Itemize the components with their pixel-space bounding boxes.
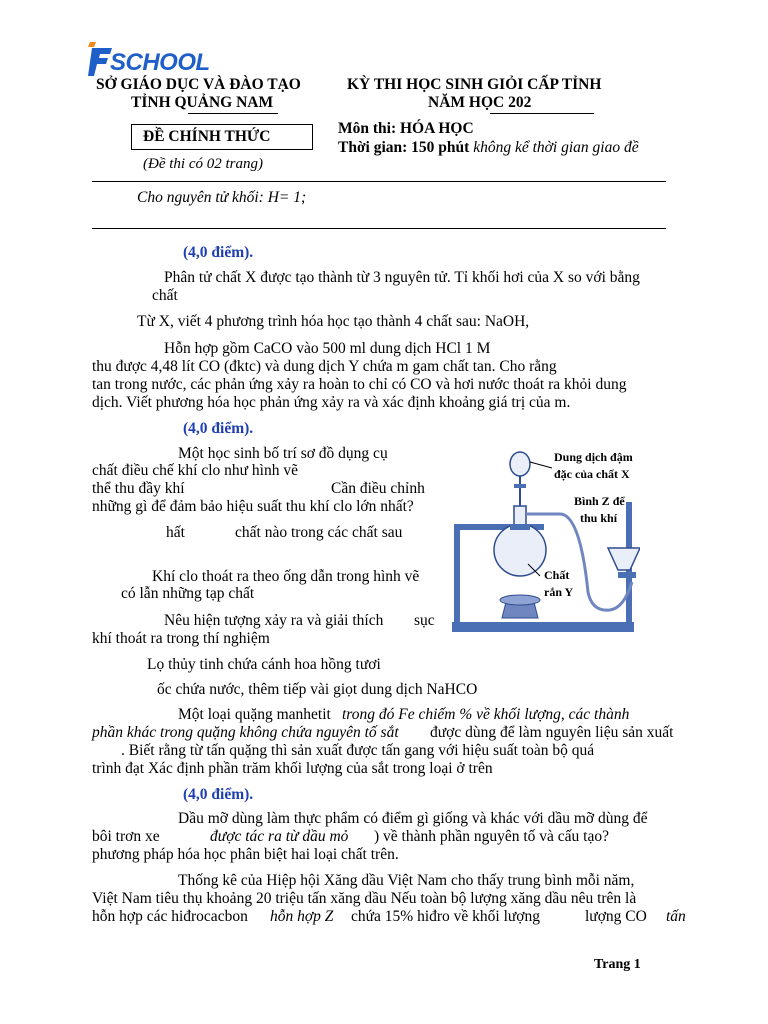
left-stand-rod bbox=[454, 526, 460, 624]
atomic-mass-line: Cho nguyên tử khối: H= 1; bbox=[137, 189, 307, 206]
exam-name: KỲ THI HỌC SINH GIỎI CẤP TỈNH bbox=[347, 76, 602, 93]
arrow-to-funnel bbox=[530, 462, 552, 468]
s2-q3-line1: Khí clo thoát ra theo ống dẫn trong hình vẽ bbox=[152, 568, 420, 585]
burner-flame-area bbox=[500, 595, 540, 605]
province-name: TỈNH QUẢNG NAM bbox=[131, 94, 274, 111]
s3-p2-line3c: chứa 15% hiđro về khối lượng bbox=[351, 908, 541, 925]
s1-paragraph1-line2: chất bbox=[152, 287, 178, 304]
s3-p2-line3e: tấn bbox=[666, 908, 686, 925]
section1-points: (4,0 điểm). bbox=[183, 244, 254, 261]
fschool-logo bbox=[88, 42, 220, 78]
s2-q7-line1b: trong đó Fe chiếm % về khối lượng, các thành bbox=[342, 706, 630, 723]
time-note: không kể thời gian giao đề bbox=[473, 139, 639, 156]
funnel-stopcock bbox=[514, 484, 526, 488]
s3-p1-line3: phương pháp hóa học phân biệt hai loại chất trên. bbox=[92, 846, 399, 863]
right-clamp bbox=[618, 572, 636, 578]
s3-p1-line1: Dầu mỡ dùng làm thực phẩm có điểm gì giống và khác với dầu mỡ dùng để bbox=[178, 810, 648, 827]
s3-p2-line3a: hỗn hợp các hiđrocacbon bbox=[92, 908, 248, 925]
s3-p2-line3b: hỗn hợp Z bbox=[270, 908, 334, 925]
s2-q2-a: hất bbox=[166, 524, 185, 541]
s2-q1-line4: những gì để đảm bảo hiệu suất thu khí clo lớn nhất? bbox=[92, 498, 414, 515]
atomic-mass-divider bbox=[92, 228, 666, 229]
s2-q7-line2b: được dùng để làm nguyên liệu sản xuất bbox=[430, 724, 674, 741]
s2-q3-line2: có lẫn những tạp chất bbox=[121, 585, 255, 602]
label-solid-line2: rắn Y bbox=[544, 585, 574, 599]
s2-q7-line3: . Biết rằng từ tấn quặng thì sản xuất được tấn gang với hiệu suất toàn bộ quá bbox=[121, 742, 595, 759]
stand-base bbox=[452, 622, 634, 632]
label-solution-line1: Dung dịch đậm bbox=[554, 450, 633, 464]
s3-p1-line2c: ) về thành phần nguyên tố và cấu tạo? bbox=[374, 828, 609, 845]
time-line bbox=[338, 139, 639, 157]
subject-line: Môn thi: HÓA HỌC bbox=[338, 120, 474, 137]
s2-q7-line2a: phần khác trong quặng không chứa nguyên tố sắt bbox=[92, 724, 399, 741]
s2-q1-line3a: thể thu đầy khí bbox=[92, 480, 185, 497]
label-flask-z-line1: Bình Z để bbox=[574, 494, 625, 508]
province-underline bbox=[188, 113, 278, 114]
logo-text: SCHOOL bbox=[110, 49, 210, 76]
time-limit: Thời gian: 150 phút bbox=[338, 139, 470, 156]
header-divider bbox=[92, 181, 666, 182]
s3-p2-line2: Việt Nam tiêu thụ khoảng 20 triệu tấn xăng dầu Nếu toàn bộ lượng xăng dầu nêu trên là bbox=[92, 890, 637, 907]
chlorine-apparatus-diagram bbox=[440, 442, 640, 638]
s2-q7-line4: trình đạt Xác định phần trăm khối lượng của sắt trong loại ở trên bbox=[92, 760, 493, 777]
s2-q1-line2: chất điều chế khí clo như hình vẽ bbox=[92, 462, 298, 479]
label-flask-z-line2: thu khí bbox=[580, 511, 618, 525]
page-count-note: (Đề thi có 02 trang) bbox=[143, 156, 263, 172]
s2-q4-line1a: Nêu hiện tượng xảy ra và giải thích bbox=[164, 612, 384, 629]
section2-points: (4,0 điểm). bbox=[183, 420, 254, 437]
s2-q4-line2: khí thoát ra trong thí nghiệm bbox=[92, 630, 270, 647]
year-underline bbox=[490, 113, 594, 114]
school-year: NĂM HỌC 202 bbox=[428, 94, 532, 111]
s2-q1-line3b: Cần điều chỉnh bbox=[331, 480, 425, 497]
s2-q7-line1a: Một loại quặng manhetit bbox=[178, 706, 331, 723]
s2-q2-b: chất nào trong các chất sau bbox=[235, 524, 403, 541]
s2-q6: ốc chứa nước, thêm tiếp vài giọt dung dịch NaHCO bbox=[157, 681, 478, 698]
s3-p2-line3d: lượng CO bbox=[585, 908, 647, 925]
s2-q4-line1b: sục bbox=[414, 612, 435, 629]
page-number: Trang 1 bbox=[594, 957, 641, 972]
s3-p2-line1: Thống kê của Hiệp hội Xăng dầu Việt Nam cho thấy trung bình mỗi năm, bbox=[178, 872, 635, 889]
s1-paragraph3-line2: thu được 4,48 lít CO (đktc) và dung dịch Y chứa m gam chất tan. Cho rằng bbox=[92, 358, 557, 375]
dropping-funnel bbox=[510, 452, 530, 476]
s1-paragraph3-line3: tan trong nước, các phản ứng xảy ra hoàn to chỉ có CO và hơi nước thoát ra khỏi dung bbox=[92, 376, 627, 393]
flask-clamp bbox=[510, 524, 530, 530]
round-bottom-flask bbox=[494, 524, 546, 576]
label-solid-line1: Chất bbox=[544, 568, 570, 582]
s1-paragraph3-line1: Hỗn hợp gồm CaCO vào 500 ml dung dịch HCl 1 M bbox=[164, 340, 491, 357]
s3-p1-line2a: bôi trơn xe bbox=[92, 828, 160, 845]
s1-paragraph3-line4: dịch. Viết phương hóa học phản ứng xảy ra và xác định khoảng giá trị của m. bbox=[92, 394, 571, 411]
s3-p1-line2b: được tác ra từ dầu mỏ bbox=[210, 828, 349, 845]
s2-q5: Lọ thủy tinh chứa cánh hoa hồng tươi bbox=[147, 656, 381, 673]
official-label: ĐỀ CHÍNH THỨC bbox=[143, 128, 271, 145]
section3-points: (4,0 điểm). bbox=[183, 786, 254, 803]
s1-paragraph1-line1: Phân tử chất X được tạo thành từ 3 nguyên tử. Tỉ khối hơi của X so với bằng bbox=[164, 269, 640, 286]
s2-q1-line1: Một học sinh bố trí sơ đồ dụng cụ bbox=[178, 445, 388, 462]
s1-paragraph2: Từ X, viết 4 phương trình hóa học tạo thành 4 chất sau: NaOH, bbox=[137, 313, 530, 330]
department-name: SỞ GIÁO DỤC VÀ ĐÀO TẠO bbox=[96, 76, 301, 93]
label-solution-line2: đặc của chất X bbox=[554, 467, 630, 481]
collecting-flask-z bbox=[608, 548, 640, 570]
